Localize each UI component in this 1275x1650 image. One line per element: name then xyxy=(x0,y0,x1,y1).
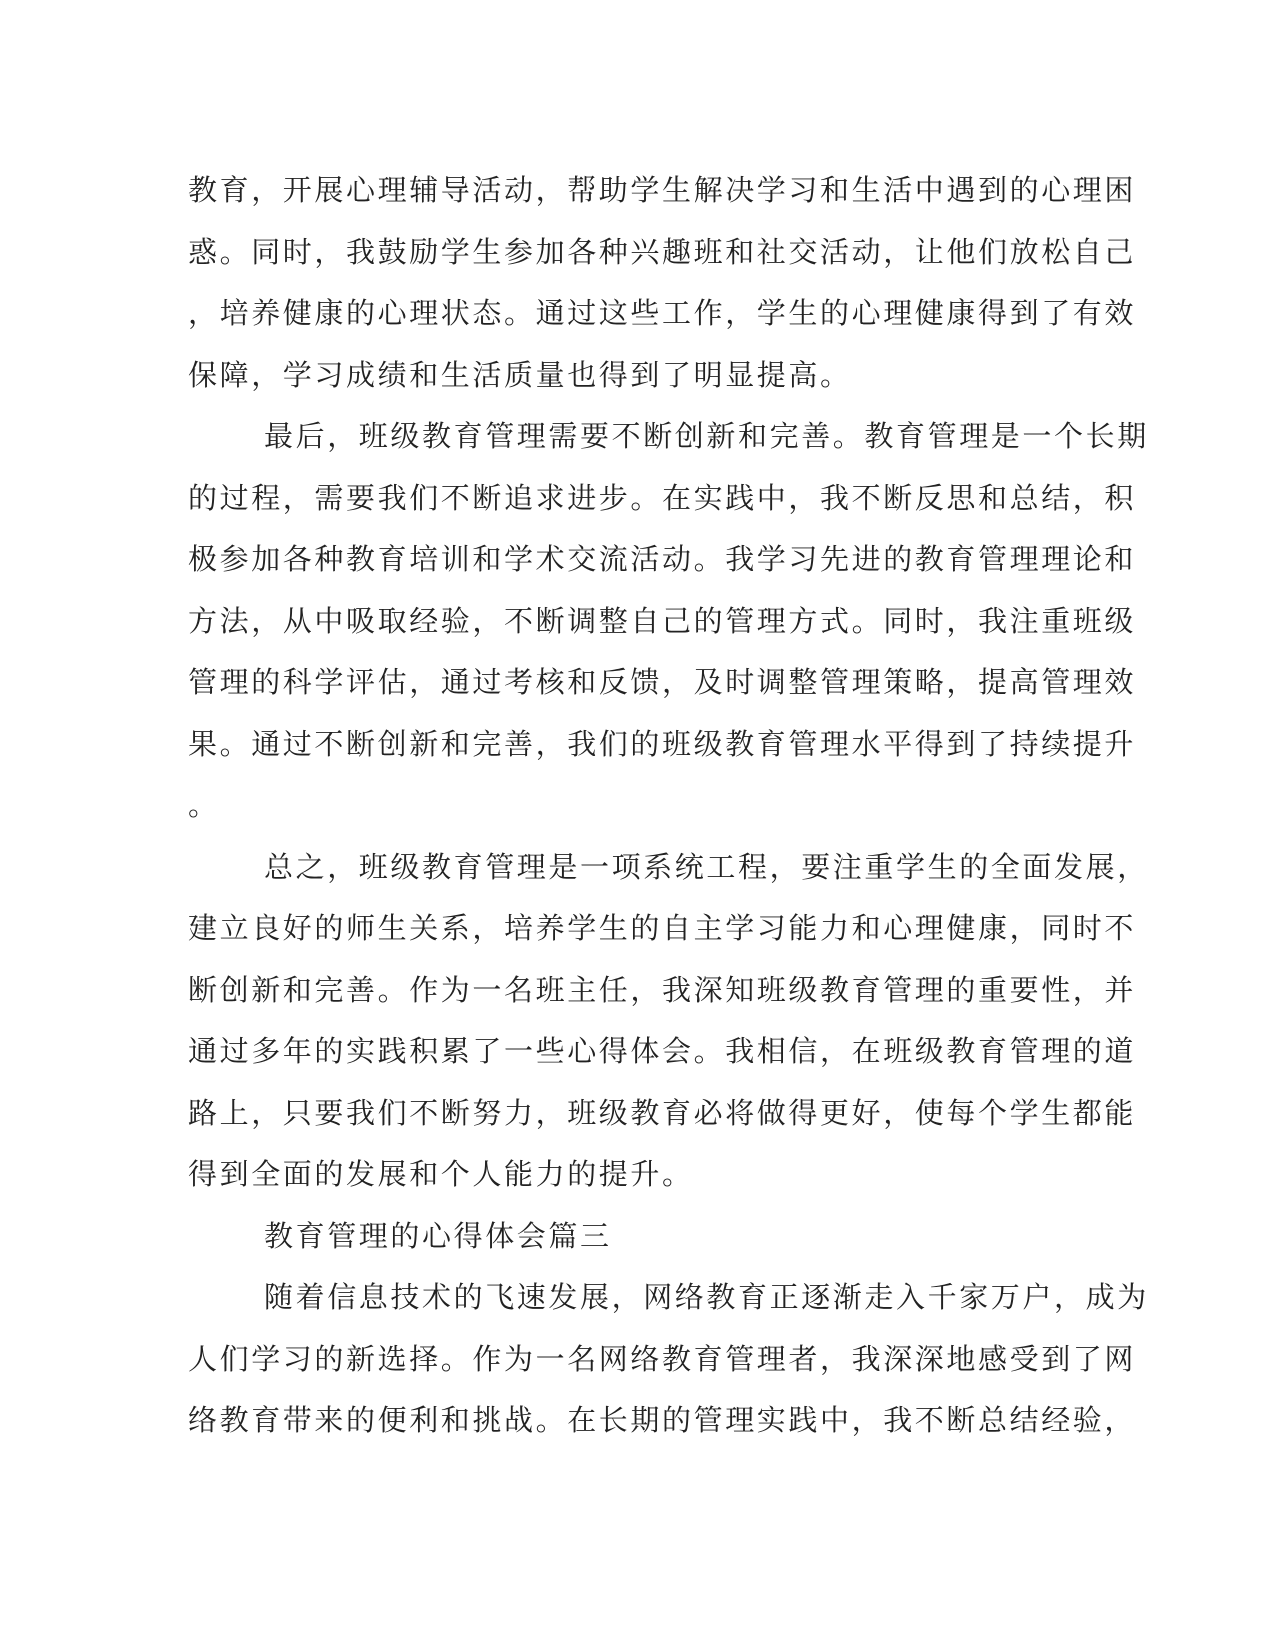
paragraph-first-line: 随着信息技术的飞速发展，网络教育正逐渐走入千家万户，成为 xyxy=(264,1280,1149,1314)
text-line: 断创新和完善。作为一名班主任，我深知班级教育管理的重要性，并 xyxy=(188,972,1137,1007)
text-line: 保障，学习成绩和生活质量也得到了明显提高。 xyxy=(188,357,852,392)
text-line: 的过程，需要我们不断追求进步。在实践中，我不断反思和总结，积 xyxy=(188,480,1137,515)
text-line: 极参加各种教育培训和学术交流活动。我学习先进的教育管理理论和 xyxy=(188,542,1137,576)
text-line: 果。通过不断创新和完善，我们的班级教育管理水平得到了持续提升 xyxy=(188,726,1137,761)
section-heading: 教育管理的心得体会篇三 xyxy=(264,1218,612,1253)
text-line: ，培养健康的心理状态。通过这些工作，学生的心理健康得到了有效 xyxy=(188,296,1137,330)
text-line: 人们学习的新选择。作为一名网络教育管理者，我深深地感受到了网 xyxy=(188,1341,1137,1376)
text-line: 管理的科学评估，通过考核和反馈，及时调整管理策略，提高管理效 xyxy=(188,665,1137,699)
document-body xyxy=(188,160,1149,1452)
text-line: 路上，只要我们不断努力，班级教育必将做得更好，使每个学生都能 xyxy=(188,1095,1137,1130)
text-line: 络教育带来的便利和挑战。在长期的管理实践中，我不断总结经验， xyxy=(188,1403,1137,1437)
text-line: 建立良好的师生关系，培养学生的自主学习能力和心理健康，同时不 xyxy=(188,911,1137,945)
paragraph-first-line: 最后，班级教育管理需要不断创新和完善。教育管理是一个长期 xyxy=(264,419,1149,453)
text-line: 通过多年的实践积累了一些心得体会。我相信，在班级教育管理的道 xyxy=(188,1034,1137,1068)
text-line: 方法，从中吸取经验，不断调整自己的管理方式。同时，我注重班级 xyxy=(188,603,1137,638)
text-line: 惑。同时，我鼓励学生参加各种兴趣班和社交活动，让他们放松自己 xyxy=(188,234,1137,269)
text-line: 得到全面的发展和个人能力的提升。 xyxy=(188,1157,694,1191)
text-line: 教育，开展心理辅导活动，帮助学生解决学习和生活中遇到的心理困 xyxy=(188,173,1137,207)
text-line: 。 xyxy=(188,788,220,822)
paragraph-first-line: 总之，班级教育管理是一项系统工程，要注重学生的全面发展， xyxy=(264,849,1149,884)
